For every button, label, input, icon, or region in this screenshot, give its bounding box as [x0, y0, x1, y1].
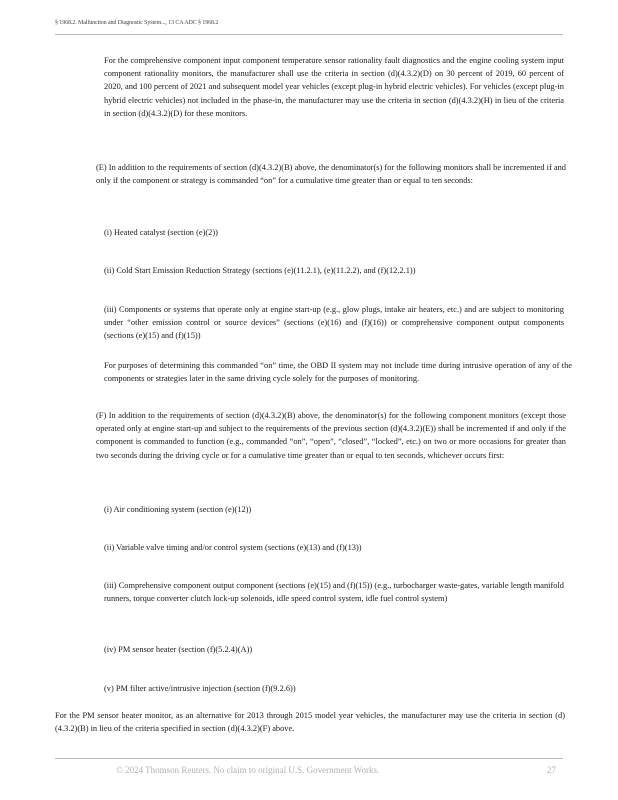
paragraph-e-note: For purposes of determining this commanded “on” time, the OBD II system may not include time during intrusive operation of any of the components or strategies later in the same driving cycle solely for the purposes of monitoring.: [104, 361, 572, 384]
list-item-f-iii: (iii) Comprehensive component output component (sections (e)(15) and (f)(15)) (e.g., turbocharger waste-gates, variable length manifold runners, torque converter clutch lock-up solenoids, idle speed control system, idle fuel control system): [104, 581, 564, 604]
copyright-notice: © 2024 Thomson Reuters. No claim to original U.S. Government Works.: [116, 765, 380, 775]
paragraph-temperature-sensor: For the comprehensive component input component temperature sensor rationality fault diagnostics and the engine cooling system input component rationality monitors, the manufacturer shall use the criteria in section (d)(4.3.2)(D) on 30 percent of 2019, 60 percent of 2020, and 100 percent of 2021 and subsequent model year vehicles (except plug-in hybrid electric vehicles). For vehicles (except plug-in hybrid electric vehicles) not included in the phase-in, the manufacturer may use the criteria in section (d)(4.3.2)(H) in lieu of the criteria in section (d)(4.3.2)(D) for these monitors.: [104, 56, 564, 118]
paragraph-f-intro: (F) In addition to the requirements of section (d)(4.3.2)(B) above, the denominator(s) for the following component monitors (except those operated only at engine start-up and subject to the requirements of the previous section (d)(4.3.2)(E)) shall be incremented if and only if the component is commanded to function (e.g., commanded “on”, “open”, “closed”, “locked”, etc.) on two or more occasions for greater than two seconds during the driving cycle or for a cumulative time greater than or equal to ten seconds, whichever occurs first:: [96, 411, 566, 460]
page-number: 27: [547, 765, 556, 775]
paragraph-e-intro: (E) In addition to the requirements of section (d)(4.3.2)(B) above, the denominator(s) for the following monitors shall be incremented if and only if the component or strategy is commanded “on” for a cumulative time greater than or equal to ten seconds:: [96, 163, 566, 186]
header-divider: [55, 34, 563, 35]
list-item-e-ii: (ii) Cold Start Emission Reduction Strategy (sections (e)(11.2.1), (e)(11.2.2), and (f)(12.2.1)): [104, 266, 416, 275]
paragraph-pm-sensor-note: For the PM sensor heater monitor, as an alternative for 2013 through 2015 model year vehicles, the manufacturer may use the criteria in section (d)(4.3.2)(B) in lieu of the criteria specified in section (d)(4.3.2)(F) above.: [55, 711, 565, 734]
list-item-e-i: (i) Heated catalyst (section (e)(2)): [104, 228, 218, 237]
footer-divider: [55, 758, 563, 759]
list-item-f-v: (v) PM filter active/intrusive injection (section (f)(9.2.6)): [104, 684, 296, 693]
list-item-f-i: (i) Air conditioning system (section (e)(12)): [104, 505, 252, 514]
running-head: § 1968.2. Malfunction and Diagnostic System..., 13 CA ADC § 1968.2: [55, 20, 219, 26]
list-item-f-iv: (iv) PM sensor heater (section (f)(5.2.4)(A)): [104, 645, 253, 654]
list-item-e-iii: (iii) Components or systems that operate only at engine start-up (e.g., glow plugs, intake air heaters, etc.) and are subject to monitoring under “other emission control or source devices” (sections (e)(16) and (f)(16)) or comprehensive component output components (sections (e)(15) and (f)(15)): [104, 305, 564, 341]
list-item-f-ii: (ii) Variable valve timing and/or control system (sections (e)(13) and (f)(13)): [104, 543, 362, 552]
